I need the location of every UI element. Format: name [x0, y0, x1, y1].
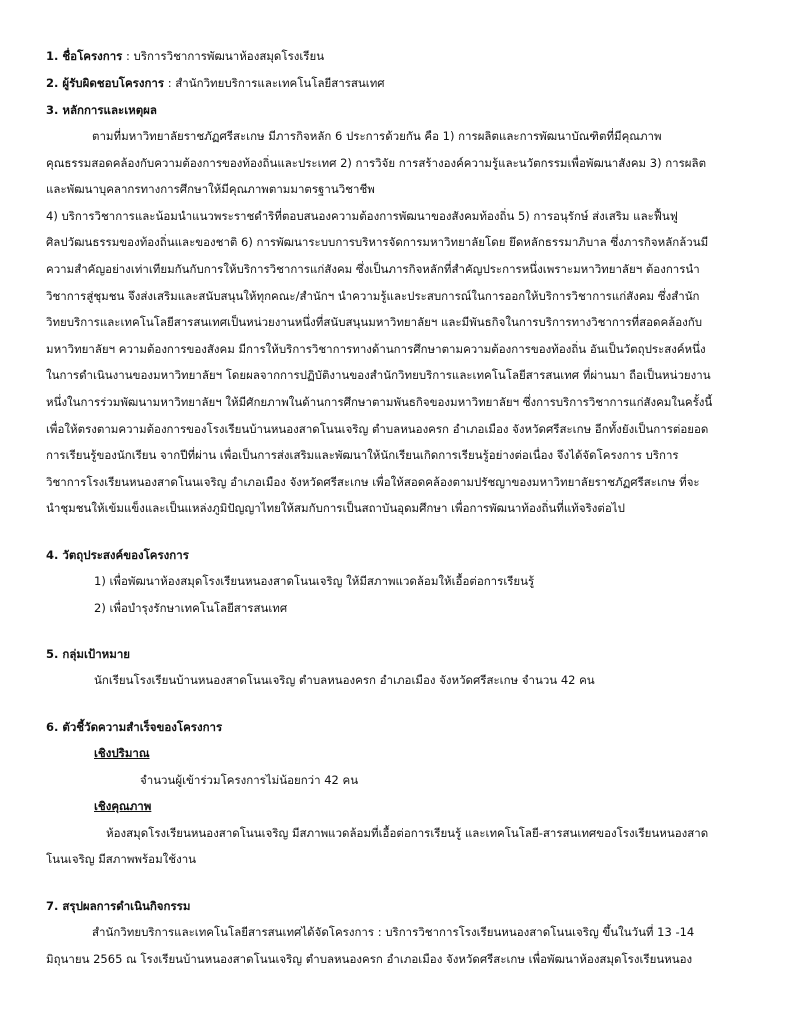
indicators-heading: 6. ตัวชี้วัดความสำเร็จของโครงการ: [46, 720, 223, 734]
project-name-label: 1. ชื่อโครงการ: [46, 49, 123, 63]
project-name-value: : บริการวิชาการพัฒนาห้องสมุดโรงเรียน: [122, 49, 325, 63]
rationale-line: ความสำคัญอย่างเท่าเทียมกันกับการให้บริการวิชาการแก่สังคม ซึ่งเป็นภารกิจหลักที่สำคัญประการหนึ่งเพราะมหาวิทยาลัยฯ ต้องการนำ: [46, 262, 700, 276]
rationale-line: ศิลปวัฒนธรรมของท้องถิ่นและของชาติ 6) การพัฒนาระบบการบริหารจัดการมหาวิทยาลัยโดย ยึดหลักธรรมาภิบาล ซึ่งภารกิจหลักล้วนมี: [46, 235, 709, 249]
rationale-line: ในการดำเนินงานของมหาวิทยาลัยฯ โดยผลจากการปฏิบัติงานของสำนักวิทยบริการและเทคโนโลยีสารสนเทศ ที่ผ่านมา ถือเป็นหน่วยงาน: [46, 368, 711, 382]
responsible-line: [46, 74, 385, 92]
rationale-line: คุณธรรมสอดคล้องกับความต้องการของท้องถิ่นและประเทศ 2) การวิจัย การสร้างองค์ความรู้และนวัตกรรมเพื่อพัฒนาสังคม 3) การผลิต: [46, 156, 707, 170]
summary-heading: 7. สรุปผลการดำเนินกิจกรรม: [46, 899, 191, 913]
rationale-heading: 3. หลักการและเหตุผล: [46, 103, 157, 117]
summary-line: สำนักวิทยบริการและเทคโนโลยีสารสนเทศได้จัดโครงการ : บริการวิชาการโรงเรียนหนองสาดโนนเจริญ ขึ้นในวันที่ 13 -14: [92, 925, 695, 939]
rationale-line: 4) บริการวิชาการและน้อมนำแนวพระราชดำริที่ตอบสนองความต้องการพัฒนาของสังคมท้องถิ่น 5) การอนุรักษ์ ส่งเสริม และฟื้นฟู: [46, 209, 678, 223]
qualitative-text-line: ห้องสมุดโรงเรียนหนองสาดโนนเจริญ มีสภาพแวดล้อมที่เอื้อต่อการเรียนรู้ และเทคโนโลยี-สารสนเทศของโรงเรียนหนองสาด: [106, 826, 709, 840]
responsible-value: : สำนักวิทยบริการและเทคโนโลยีสารสนเทศ: [164, 76, 385, 90]
project-name-line: [46, 47, 324, 65]
quantitative-text: จำนวนผู้เข้าร่วมโครงการไม่น้อยกว่า 42 คน: [140, 773, 359, 787]
qualitative-text-line: โนนเจริญ มีสภาพพร้อมใช้งาน: [46, 852, 197, 866]
rationale-line: วิชาการโรงเรียนหนองสาดโนนเจริญ อำเภอเมือง จังหวัดศรีสะเกษ เพื่อให้สอดคล้องตามปรัชญาของมหาวิทยาลัยราชภัฏศรีสะเกษ ที่จะ: [46, 475, 700, 489]
rationale-line: นำชุมชนให้เข้มแข็งและเป็นแหล่งภูมิปัญญาไทยให้สมกับการเป็นสถาบันอุดมศึกษา เพื่อการพัฒนาท้องถิ่นที่แท้จริงต่อไป: [46, 501, 625, 515]
rationale-line: มหาวิทยาลัยฯ ความต้องการของสังคม มีการให้บริการวิชาการทางด้านการศึกษาตามความต้องการของท้องถิ่น อันเป็นวัตถุประสงค์หนึ่ง: [46, 342, 706, 356]
rationale-line: วิชาการสู่ชุมชน จึงส่งเสริมและสนับสนุนให้ทุกคณะ/สำนักฯ นำความรู้และประสบการณ์ในการออกให้บริการวิชาการแก่สังคม ซึ่งสำนัก: [46, 289, 700, 303]
summary-line: มิถุนายน 2565 ณ โรงเรียนบ้านหนองสาดโนนเจริญ ตำบลหนองครก อำเภอเมือง จังหวัดศรีสะเกษ เพื่อพัฒนาห้องสมุดโรงเรียนหนอง: [46, 952, 693, 966]
rationale-line: การเรียนรู้ของนักเรียน จากปีที่ผ่าน เพื่อเป็นการส่งเสริมและพัฒนาให้นักเรียนเกิดการเรียนรู้อย่างต่อเนื่อง จึงได้จัดโครงการ บริการ: [46, 448, 679, 462]
target-group-text: นักเรียนโรงเรียนบ้านหนองสาดโนนเจริญ ตำบลหนองครก อำเภอเมือง จังหวัดศรีสะเกษ จำนวน 42 คน: [94, 673, 595, 687]
responsible-label: 2. ผู้รับผิดชอบโครงการ: [46, 76, 165, 90]
rationale-line: ตามที่มหาวิทยาลัยราชภัฏศรีสะเกษ มีภารกิจหลัก 6 ประการด้วยกัน คือ 1) การผลิตและการพัฒนาบัณฑิตที่มีคุณภาพ: [92, 129, 662, 143]
rationale-line: วิทยบริการและเทคโนโลยีสารสนเทศเป็นหน่วยงานหนึ่งที่สนับสนุนมหาวิทยาลัยฯ และมีพันธกิจในการบริการทางวิชาการที่สอดคล้องกับ: [46, 315, 703, 329]
rationale-line: หนึ่งในการร่วมพัฒนามหาวิทยาลัยฯ ให้มีศักยภาพในด้านการศึกษาตามพันธกิจของมหาวิทยาลัยฯ ซึ่งการบริการวิชาการแก่สังคมในครั้งนี้: [46, 395, 713, 409]
rationale-line: และพัฒนาบุคลากรทางการศึกษาให้มีคุณภาพตามมาตรฐานวิชาชีพ: [46, 182, 375, 196]
objective-item: 1) เพื่อพัฒนาห้องสมุดโรงเรียนหนองสาดโนนเจริญ ให้มีสภาพแวดล้อมให้เอื้อต่อการเรียนรู้: [94, 574, 535, 588]
target-group-heading: 5. กลุ่มเป้าหมาย: [46, 647, 131, 661]
quantitative-label: เชิงปริมาณ: [94, 746, 150, 760]
objective-item: 2) เพื่อบำรุงรักษาเทคโนโลยีสารสนเทศ: [94, 601, 288, 615]
objectives-heading: 4. วัตถุประสงค์ของโครงการ: [46, 548, 189, 562]
rationale-line: เพื่อให้ตรงตามความต้องการของโรงเรียนบ้านหนองสาดโนนเจริญ ตำบลหนองครก อำเภอเมือง จังหวัดศรีสะเกษ อีกทั้งยังเป็นการต่อยอด: [46, 422, 709, 436]
qualitative-label: เชิงคุณภาพ: [94, 799, 152, 813]
